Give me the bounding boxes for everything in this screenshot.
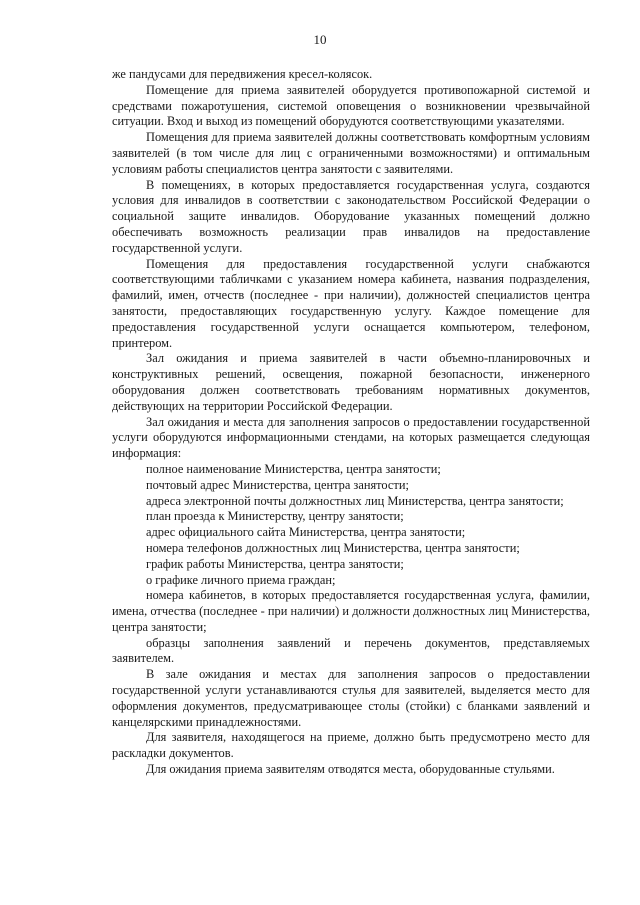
list-item: номера телефонов должностных лиц Министерства, центра занятости; — [146, 540, 520, 555]
paragraph-disabled-access: В помещениях, в которых предоставляется государственная услуга, создаются условия для инвалидов в соответствии с законодательством Российской Федерации о социальной защите инвалидов. Оборудование указанных помещений должно обеспечивать возможность реализации прав инвалидов на предоставление государственной услуги. — [112, 177, 590, 255]
list-item: образцы заполнения заявлений и перечень документов, представляемых заявителем. — [112, 635, 590, 666]
paragraph-signage: Помещения для предоставления государственной услуги снабжаются соответствующими табличками с указанием номера кабинета, названия подразделения, фамилий, имен, отчеств (последнее - при наличии), должностей специалистов центра занятости, предоставляющих государственную услугу. Каждое помещение для предоставления государственной услуги оснащается компьютером, телефоном, принтером. — [112, 256, 590, 350]
document-body — [112, 67, 590, 778]
list-item: о графике личного приема граждан; — [146, 572, 336, 587]
paragraph-info-stands: Зал ожидания и места для заполнения запросов о предоставлении государственной услуги оборудуются информационными стендами, на которых размещается следующая информация: — [112, 414, 590, 461]
paragraph-comfort-conditions: Помещения для приема заявителей должны соответствовать комфортным условиям заявителей (в том числе для лиц с ограниченными возможностями) и оптимальным условиям работы специалистов центра занятости с заявителями. — [112, 130, 590, 176]
list-item: адрес официального сайта Министерства, центра занятости; — [146, 525, 466, 540]
list-item: адреса электронной почты должностных лиц Министерства, центра занятости; — [146, 493, 564, 508]
page-number: 10 — [313, 32, 327, 47]
paragraph-fire-safety: Помещение для приема заявителей оборудуется противопожарной системой и средствами пожаротушения, системой оповещения о возникновении чрезвычайной ситуации. Вход и выход из помещений оборудуются соответствующими указателями. — [112, 82, 590, 129]
paragraph-seating: В зале ожидания и местах для заполнения запросов о предоставлении государственной услуги устанавливаются стулья для заявителей, выделяется место для оформления документов, предусматривающее столы (стойки) с бланками заявлений и канцелярскими принадлежностями. — [112, 667, 590, 729]
paragraph-waiting-hall: Зал ожидания и приема заявителей в части объемно-планировочных и конструктивных решений, освещения, пожарной безопасности, инженерного оборудования должен соответствовать требованиям нормативных документов, действующих на территории Российской Федерации. — [112, 351, 590, 413]
paragraph-waiting-seats: Для ожидания приема заявителям отводятся места, оборудованные стульями. — [146, 762, 555, 777]
list-item: график работы Министерства, центра занятости; — [146, 556, 404, 571]
list-item: номера кабинетов, в которых предоставляется государственная услуга, фамилии, имена, отчества (последнее - при наличии) и должности должностных лиц Министерства, центра занятости; — [112, 588, 590, 634]
paragraph-continuation: же пандусами для передвижения кресел-колясок. — [112, 67, 373, 81]
list-item: полное наименование Министерства, центра занятости; — [146, 461, 441, 476]
list-item: почтовый адрес Министерства, центра занятости; — [146, 477, 409, 492]
list-item: план проезда к Министерству, центру занятости; — [146, 509, 404, 524]
paragraph-document-space: Для заявителя, находящегося на приеме, должно быть предусмотрено место для раскладки документов. — [112, 730, 590, 761]
